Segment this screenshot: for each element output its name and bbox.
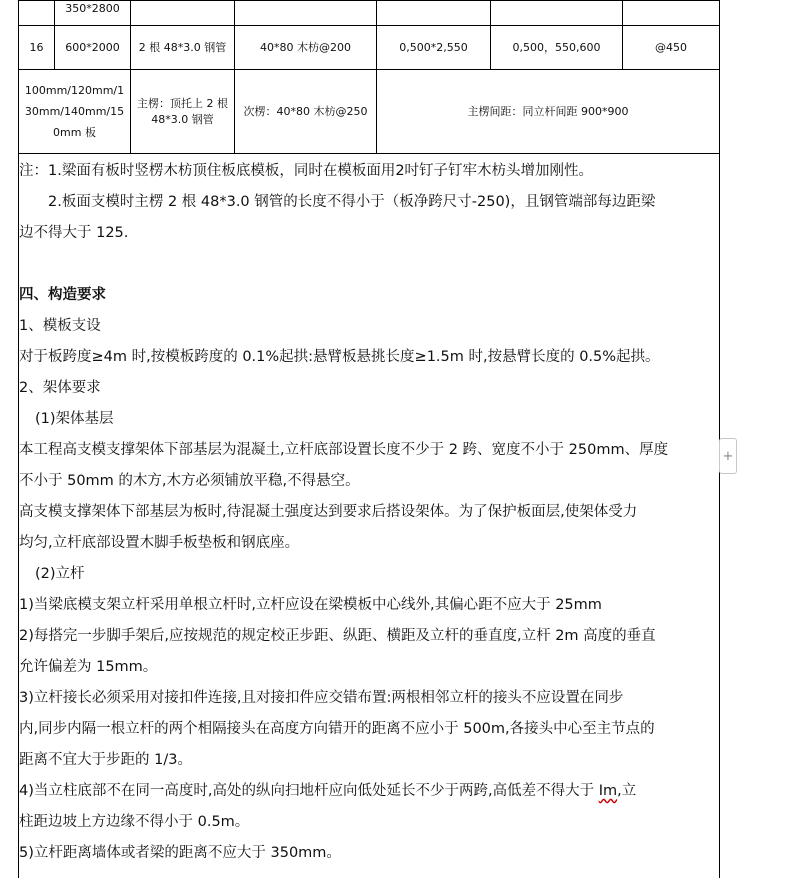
slab-main-keel-cell <box>131 70 235 154</box>
note-2-continued: 边不得大于 125. <box>19 225 129 241</box>
paragraph: 对于板跨度≥4m 时,按模板跨度的 0.1%起拱:悬臂板悬挑长度≥1.5m 时,按悬臂长度的 0.5%起拱。 <box>19 349 660 365</box>
list-item-continued: 柱距边坡上方边缘不得小于 0.5m。 <box>19 814 250 830</box>
section-heading: 四、构造要求 <box>19 287 106 303</box>
table-cell <box>131 1 235 26</box>
list-item-continued: 允许偏差为 15mm。 <box>19 659 158 675</box>
list-item-continued: 内,同步内隔一根立杆的两个相隔接头在高度方向错开的距离不应小于 500m,各接头中心至主节点的 <box>19 721 655 737</box>
size-cell: 600*2000 <box>55 26 131 70</box>
list-item <box>19 776 714 807</box>
slab-main-keel-line: 主楞：顶托上 2 根 <box>137 96 228 110</box>
table-cell <box>623 1 720 26</box>
size-cell: 350*2800 <box>65 2 120 15</box>
spellcheck-mark: Im <box>598 783 618 799</box>
subsection-title: 2、架体要求 <box>19 380 101 396</box>
slab-main-spacing-cell: 主楞间距：同立杆间距 900*900 <box>377 70 720 154</box>
table-cell <box>491 1 623 26</box>
table-row-16 <box>19 26 720 70</box>
list-item-text: 4)当立柱底部不在同一高度时,高处的纵向扫地杆应向低处延长不少于两跨,高低差不得大于 <box>19 783 599 799</box>
blank-line <box>19 249 714 280</box>
sub-item-title: (1)架体基层 <box>35 411 114 427</box>
sub-item-title: (2)立杆 <box>35 566 85 582</box>
slab-main-keel-line: 48*3.0 钢管 <box>151 112 214 126</box>
paragraph: 高支模支撑架体下部基层为板时,待混凝土强度达到要求后搭设架体。为了保护板面层,使架体受力 <box>19 504 638 520</box>
table-cell <box>377 1 491 26</box>
note-2: 2.板面支模时主楞 2 根 48*3.0 钢管的长度不得小于（板净跨尺寸-250)，且钢管端部每边距梁 <box>48 194 656 210</box>
table-cell <box>55 1 131 26</box>
slab-thickness-line: 0mm 板 <box>53 126 96 139</box>
list-item: 2)每搭完一步脚手架后,应按规范的规定校正步距、纵距、横距及立杆的垂直度,立杆 2m 高度的垂直 <box>19 628 656 644</box>
slab-thickness-line: 30mm/140mm/15 <box>24 105 125 118</box>
list-item: 5)立杆距离墙体或者梁的距离不应大于 350mm。 <box>19 845 341 861</box>
subsection-title: 1、模板支设 <box>19 318 101 334</box>
add-button[interactable]: + <box>719 438 737 474</box>
formwork-spec-table <box>18 0 720 154</box>
document-body <box>19 156 714 869</box>
row-number-cell: 16 <box>19 26 55 70</box>
slab-thickness-line: 100mm/120mm/1 <box>24 84 125 97</box>
sub-keel-cell: 40*80 木枋@200 <box>235 26 377 70</box>
note-1: 注：1.梁面有板时竖楞木枋顶住板底模板，同时在模板面用2吋钉子钉牢木枋头增加刚性。 <box>19 163 594 179</box>
list-item: 3)立杆接长必须采用对接扣件连接,且对接扣件应交错布置:两根相邻立杆的接头不应设置在同步 <box>19 690 624 706</box>
pole-spacing-cell: @450 <box>623 26 720 70</box>
paragraph: 本工程高支模支撑架体下部基层为混凝土,立杆底部设置长度不少于 2 跨、宽度不小于 250mm、厚度 <box>19 442 669 458</box>
slab-sub-keel-cell: 次楞：40*80 木枋@250 <box>235 70 377 154</box>
table-cell <box>235 1 377 26</box>
list-item-continued: 距离不宜大于步距的 1/3。 <box>19 752 192 768</box>
spacing-cell-2: 0,500，550,600 <box>491 26 623 70</box>
slab-thickness-cell <box>19 70 131 154</box>
table-cell <box>19 1 55 26</box>
spacing-cell-1: 0,500*2,550 <box>377 26 491 70</box>
table-row-slab <box>19 70 720 154</box>
list-item: 1)当梁底模支架立杆采用单根立杆时,立杆应设在梁模板中心线外,其偏心距不应大于 25mm <box>19 597 602 613</box>
main-keel-cell: 2 根 48*3.0 钢管 <box>131 26 235 70</box>
table-row-top <box>19 1 720 26</box>
list-item-text: ,立 <box>617 783 637 799</box>
paragraph-continued: 不小于 50mm 的木方,木方必须铺放平稳,不得悬空。 <box>19 473 360 489</box>
paragraph-continued: 均匀,立杆底部设置木脚手板垫板和钢底座。 <box>19 535 300 551</box>
